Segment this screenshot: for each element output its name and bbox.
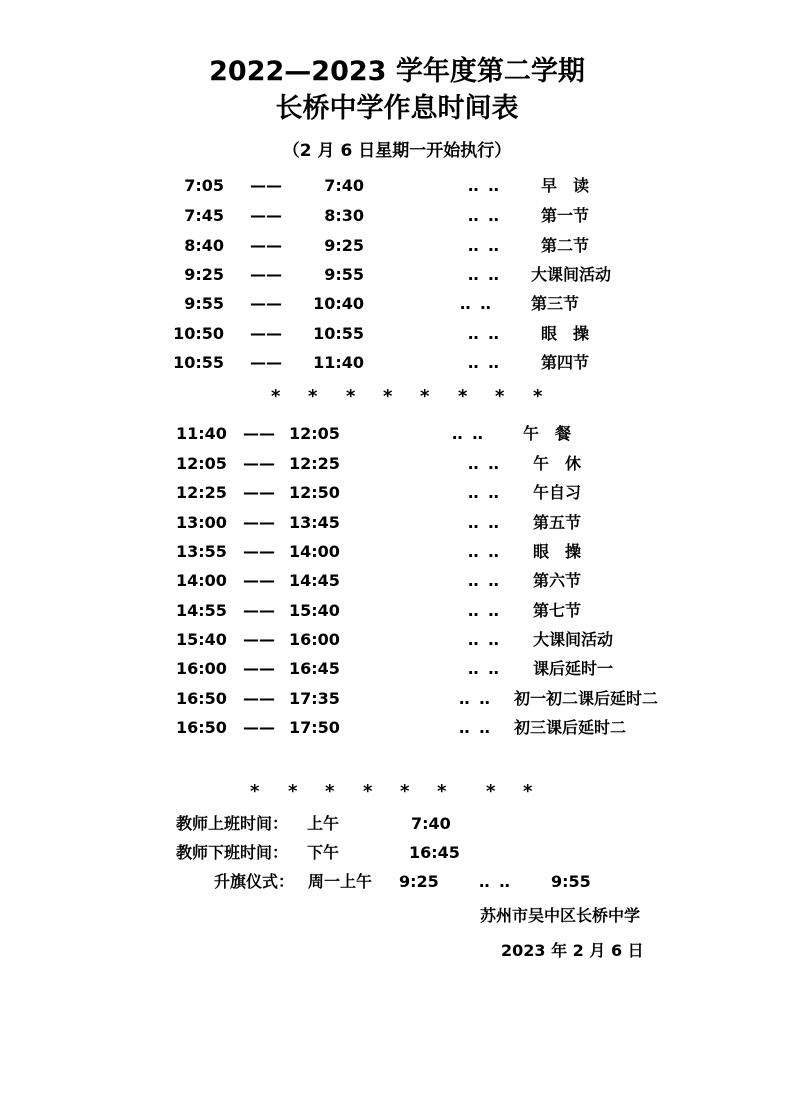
- colon-mark: ‥ ‥: [459, 689, 492, 708]
- activity: 午 餐: [523, 424, 572, 443]
- end-time: 13:45: [289, 513, 340, 532]
- colon-mark: ‥ ‥: [468, 601, 501, 620]
- title-line-2: 长桥中学作息时间表: [275, 93, 519, 124]
- separator: ——: [243, 630, 275, 649]
- end-time: 17:50: [289, 718, 340, 737]
- school-name: 苏州市吴中区长桥中学: [480, 906, 641, 925]
- end-time: 17:35: [289, 689, 340, 708]
- start-time: 13:00: [176, 513, 227, 532]
- activity: 第三节: [531, 294, 580, 313]
- activity: 大课间活动: [531, 265, 612, 284]
- activity: 初一初二课后延时二: [514, 689, 659, 708]
- separator: ——: [243, 542, 275, 561]
- colon-mark: ‥ ‥: [468, 176, 501, 195]
- schedule-row: [0, 687, 794, 711]
- end-time: 7:40: [324, 176, 364, 195]
- teacher-on-label: 教师上班时间：: [176, 814, 289, 833]
- end-time: 14:45: [289, 571, 340, 590]
- activity: 第二节: [541, 236, 590, 255]
- end-time: 14:00: [289, 542, 340, 561]
- end-time: 9:25: [324, 236, 364, 255]
- flag-ceremony-label: 升旗仪式：: [214, 872, 295, 891]
- start-time: 12:25: [176, 483, 227, 502]
- schedule-row: [0, 422, 794, 446]
- schedule-row: [0, 716, 794, 740]
- star-mark: *: [383, 386, 393, 407]
- start-time: 7:05: [184, 176, 224, 195]
- separator: ——: [243, 454, 275, 473]
- end-time: 15:40: [289, 601, 340, 620]
- star-mark: *: [495, 386, 505, 407]
- start-time: 9:55: [184, 294, 224, 313]
- separator: ——: [250, 236, 282, 255]
- activity: 第四节: [541, 353, 590, 372]
- issue-date: 2023 年 2 月 6 日: [501, 941, 644, 960]
- schedule-row: [0, 234, 794, 258]
- start-time: 10:55: [173, 353, 224, 372]
- separator: ——: [243, 424, 275, 443]
- end-time: 12:25: [289, 454, 340, 473]
- end-time: 16:00: [289, 630, 340, 649]
- separator: ——: [250, 265, 282, 284]
- end-time: 8:30: [324, 206, 364, 225]
- star-mark: *: [533, 386, 543, 407]
- subtitle: （2 月 6 日星期一开始执行）: [282, 141, 512, 161]
- end-time: 12:50: [289, 483, 340, 502]
- schedule-row: [0, 174, 794, 198]
- separator: ——: [250, 176, 282, 195]
- start-time: 12:05: [176, 454, 227, 473]
- schedule-row: [0, 540, 794, 564]
- separator: ——: [243, 513, 275, 532]
- start-time: 14:55: [176, 601, 227, 620]
- schedule-row: [0, 599, 794, 623]
- colon-mark: ‥ ‥: [452, 424, 485, 443]
- start-time: 15:40: [176, 630, 227, 649]
- schedule-row: [0, 511, 794, 535]
- activity: 午自习: [533, 483, 582, 502]
- colon-mark: ‥ ‥: [468, 265, 501, 284]
- activity: 第五节: [533, 513, 582, 532]
- separator: ——: [250, 324, 282, 343]
- separator: ——: [243, 659, 275, 678]
- colon-mark: ‥ ‥: [468, 236, 501, 255]
- activity: 第七节: [533, 601, 582, 620]
- separator: ——: [243, 571, 275, 590]
- star-mark: *: [308, 386, 318, 407]
- schedule-row: [0, 322, 794, 346]
- separator: ——: [250, 206, 282, 225]
- activity: 课后延时一: [533, 659, 614, 678]
- colon-mark: ‥ ‥: [468, 483, 501, 502]
- start-time: 14:00: [176, 571, 227, 590]
- star-mark: *: [458, 386, 468, 407]
- colon-mark: ‥ ‥: [468, 324, 501, 343]
- activity: 午 休: [533, 454, 582, 473]
- flag-ceremony-start: 9:25: [399, 872, 439, 891]
- star-mark: *: [400, 781, 410, 802]
- flag-ceremony-end: 9:55: [551, 872, 591, 891]
- end-time: 12:05: [289, 424, 340, 443]
- schedule-row: [0, 292, 794, 316]
- schedule-row: [0, 452, 794, 476]
- star-mark: *: [437, 781, 447, 802]
- activity: 眼 操: [533, 542, 582, 561]
- start-time: 10:50: [173, 324, 224, 343]
- start-time: 11:40: [176, 424, 227, 443]
- colon-mark: ‥ ‥: [468, 454, 501, 473]
- colon-mark: ‥ ‥: [468, 630, 501, 649]
- colon-mark: ‥ ‥: [460, 294, 493, 313]
- end-time: 11:40: [313, 353, 364, 372]
- colon-mark: ‥ ‥: [468, 206, 501, 225]
- teacher-off-label: 教师下班时间：: [176, 843, 289, 862]
- activity: 初三课后延时二: [514, 718, 627, 737]
- start-time: 8:40: [184, 236, 224, 255]
- flag-ceremony-period: 周一上午: [308, 872, 373, 891]
- teacher-on-period: 上午: [307, 814, 340, 833]
- teacher-off-period: 下午: [307, 843, 340, 862]
- separator: ——: [243, 601, 275, 620]
- activity: 第六节: [533, 571, 582, 590]
- activity: 眼 操: [541, 324, 590, 343]
- star-divider-2: [0, 781, 794, 805]
- end-time: 10:40: [313, 294, 364, 313]
- separator: ——: [250, 294, 282, 313]
- star-mark: *: [363, 781, 373, 802]
- colon-mark: ‥ ‥: [468, 571, 501, 590]
- star-mark: *: [523, 781, 533, 802]
- separator: ——: [243, 718, 275, 737]
- colon-mark: ‥ ‥: [459, 718, 492, 737]
- start-time: 16:00: [176, 659, 227, 678]
- schedule-row: [0, 263, 794, 287]
- star-mark: *: [420, 386, 430, 407]
- end-time: 9:55: [324, 265, 364, 284]
- teacher-on-time: 7:40: [411, 814, 451, 833]
- schedule-row: [0, 351, 794, 375]
- star-mark: *: [486, 781, 496, 802]
- start-time: 7:45: [184, 206, 224, 225]
- start-time: 16:50: [176, 718, 227, 737]
- schedule-row: [0, 657, 794, 681]
- colon-mark: ‥ ‥: [468, 353, 501, 372]
- teacher-off-time: 16:45: [409, 843, 460, 862]
- colon-mark: ‥ ‥: [468, 513, 501, 532]
- schedule-row: [0, 481, 794, 505]
- star-mark: *: [271, 386, 281, 407]
- end-time: 10:55: [313, 324, 364, 343]
- separator: ——: [243, 483, 275, 502]
- star-divider-1: [0, 386, 794, 410]
- star-mark: *: [325, 781, 335, 802]
- colon-mark: ‥ ‥: [468, 659, 501, 678]
- start-time: 13:55: [176, 542, 227, 561]
- title-line-1: 2022—2023 学年度第二学期: [209, 56, 585, 87]
- activity: 大课间活动: [533, 630, 614, 649]
- star-mark: *: [288, 781, 298, 802]
- separator: ——: [250, 353, 282, 372]
- schedule-row: [0, 628, 794, 652]
- separator: ——: [243, 689, 275, 708]
- start-time: 16:50: [176, 689, 227, 708]
- schedule-row: [0, 204, 794, 228]
- star-mark: *: [250, 781, 260, 802]
- start-time: 9:25: [184, 265, 224, 284]
- schedule-row: [0, 569, 794, 593]
- star-mark: *: [346, 386, 356, 407]
- end-time: 16:45: [289, 659, 340, 678]
- activity: 早 读: [541, 176, 590, 195]
- activity: 第一节: [541, 206, 590, 225]
- colon-mark: ‥ ‥: [468, 542, 501, 561]
- flag-ceremony-dots: ‥ ‥: [479, 872, 512, 891]
